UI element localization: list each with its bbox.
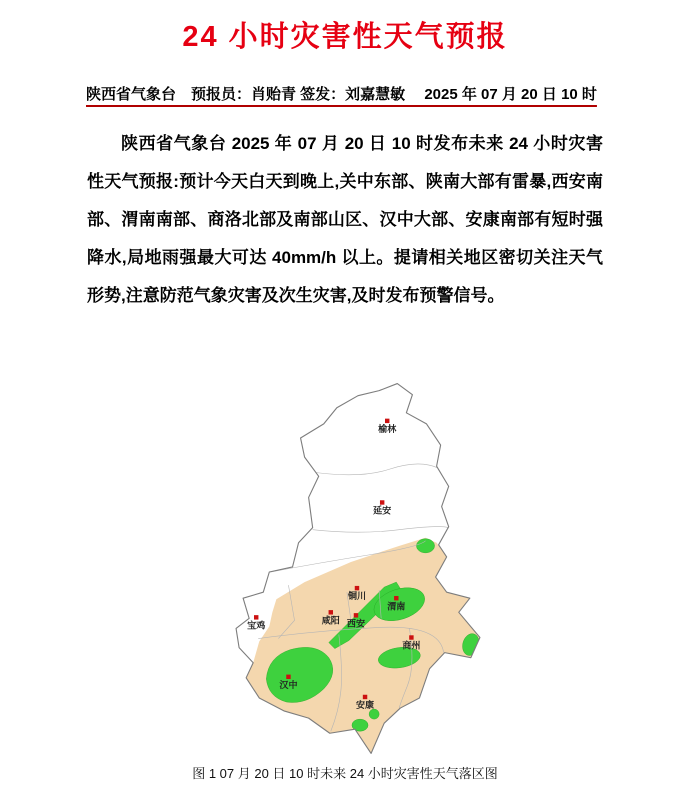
- figure-caption: 图 1 07 月 20 日 10 时未来 24 小时灾害性天气落区图: [192, 766, 498, 781]
- city-dot: [355, 586, 359, 590]
- shaanxi-map-svg: [228, 378, 490, 762]
- city-label: 榆林: [378, 423, 397, 434]
- city-label: 商州: [402, 640, 421, 651]
- city-label: 铜川: [347, 591, 367, 602]
- city-dot: [286, 675, 290, 679]
- city-dot: [354, 613, 358, 617]
- city-label: 汉中: [279, 679, 298, 690]
- weather-map: [228, 378, 490, 762]
- city-label: 宝鸡: [247, 620, 266, 631]
- city-dot: [380, 500, 384, 504]
- issuer-line: 陕西省气象台 预报员：肖贻青 签发：刘嘉慧敏 2025 年 07 月 20 日 10 时: [86, 86, 597, 103]
- city-label: 渭南: [387, 601, 406, 612]
- city-label: 延安: [373, 505, 392, 516]
- city-dot: [394, 596, 398, 600]
- forecast-text: 陕西省气象台 2025 年 07 月 20 日 10 时发布未来 24 小时灾害性天气预报:预计今天白天到晚上,关中东部、陕南大部有雷暴,西安南部、渭南南部、商洛北部及南部山区、汉中大部、安康南部有短时强降水,局地雨强最大可达 40mm/h 以上。提请相关地区密切关注天气形势,注意防范气象灾害及次生灾害,及时发布预警信号。: [87, 134, 603, 305]
- city-label: 西安: [346, 618, 366, 629]
- city-dot: [409, 635, 413, 639]
- city-dot: [329, 610, 333, 614]
- city-dot: [363, 695, 367, 699]
- city-label: 咸阳: [321, 615, 340, 626]
- city-label: 安康: [355, 700, 375, 711]
- city-dot: [385, 419, 389, 423]
- page-title: 24 小时灾害性天气预报: [182, 21, 508, 53]
- thunderstorm-patch: [369, 709, 379, 719]
- city-dot: [254, 615, 258, 619]
